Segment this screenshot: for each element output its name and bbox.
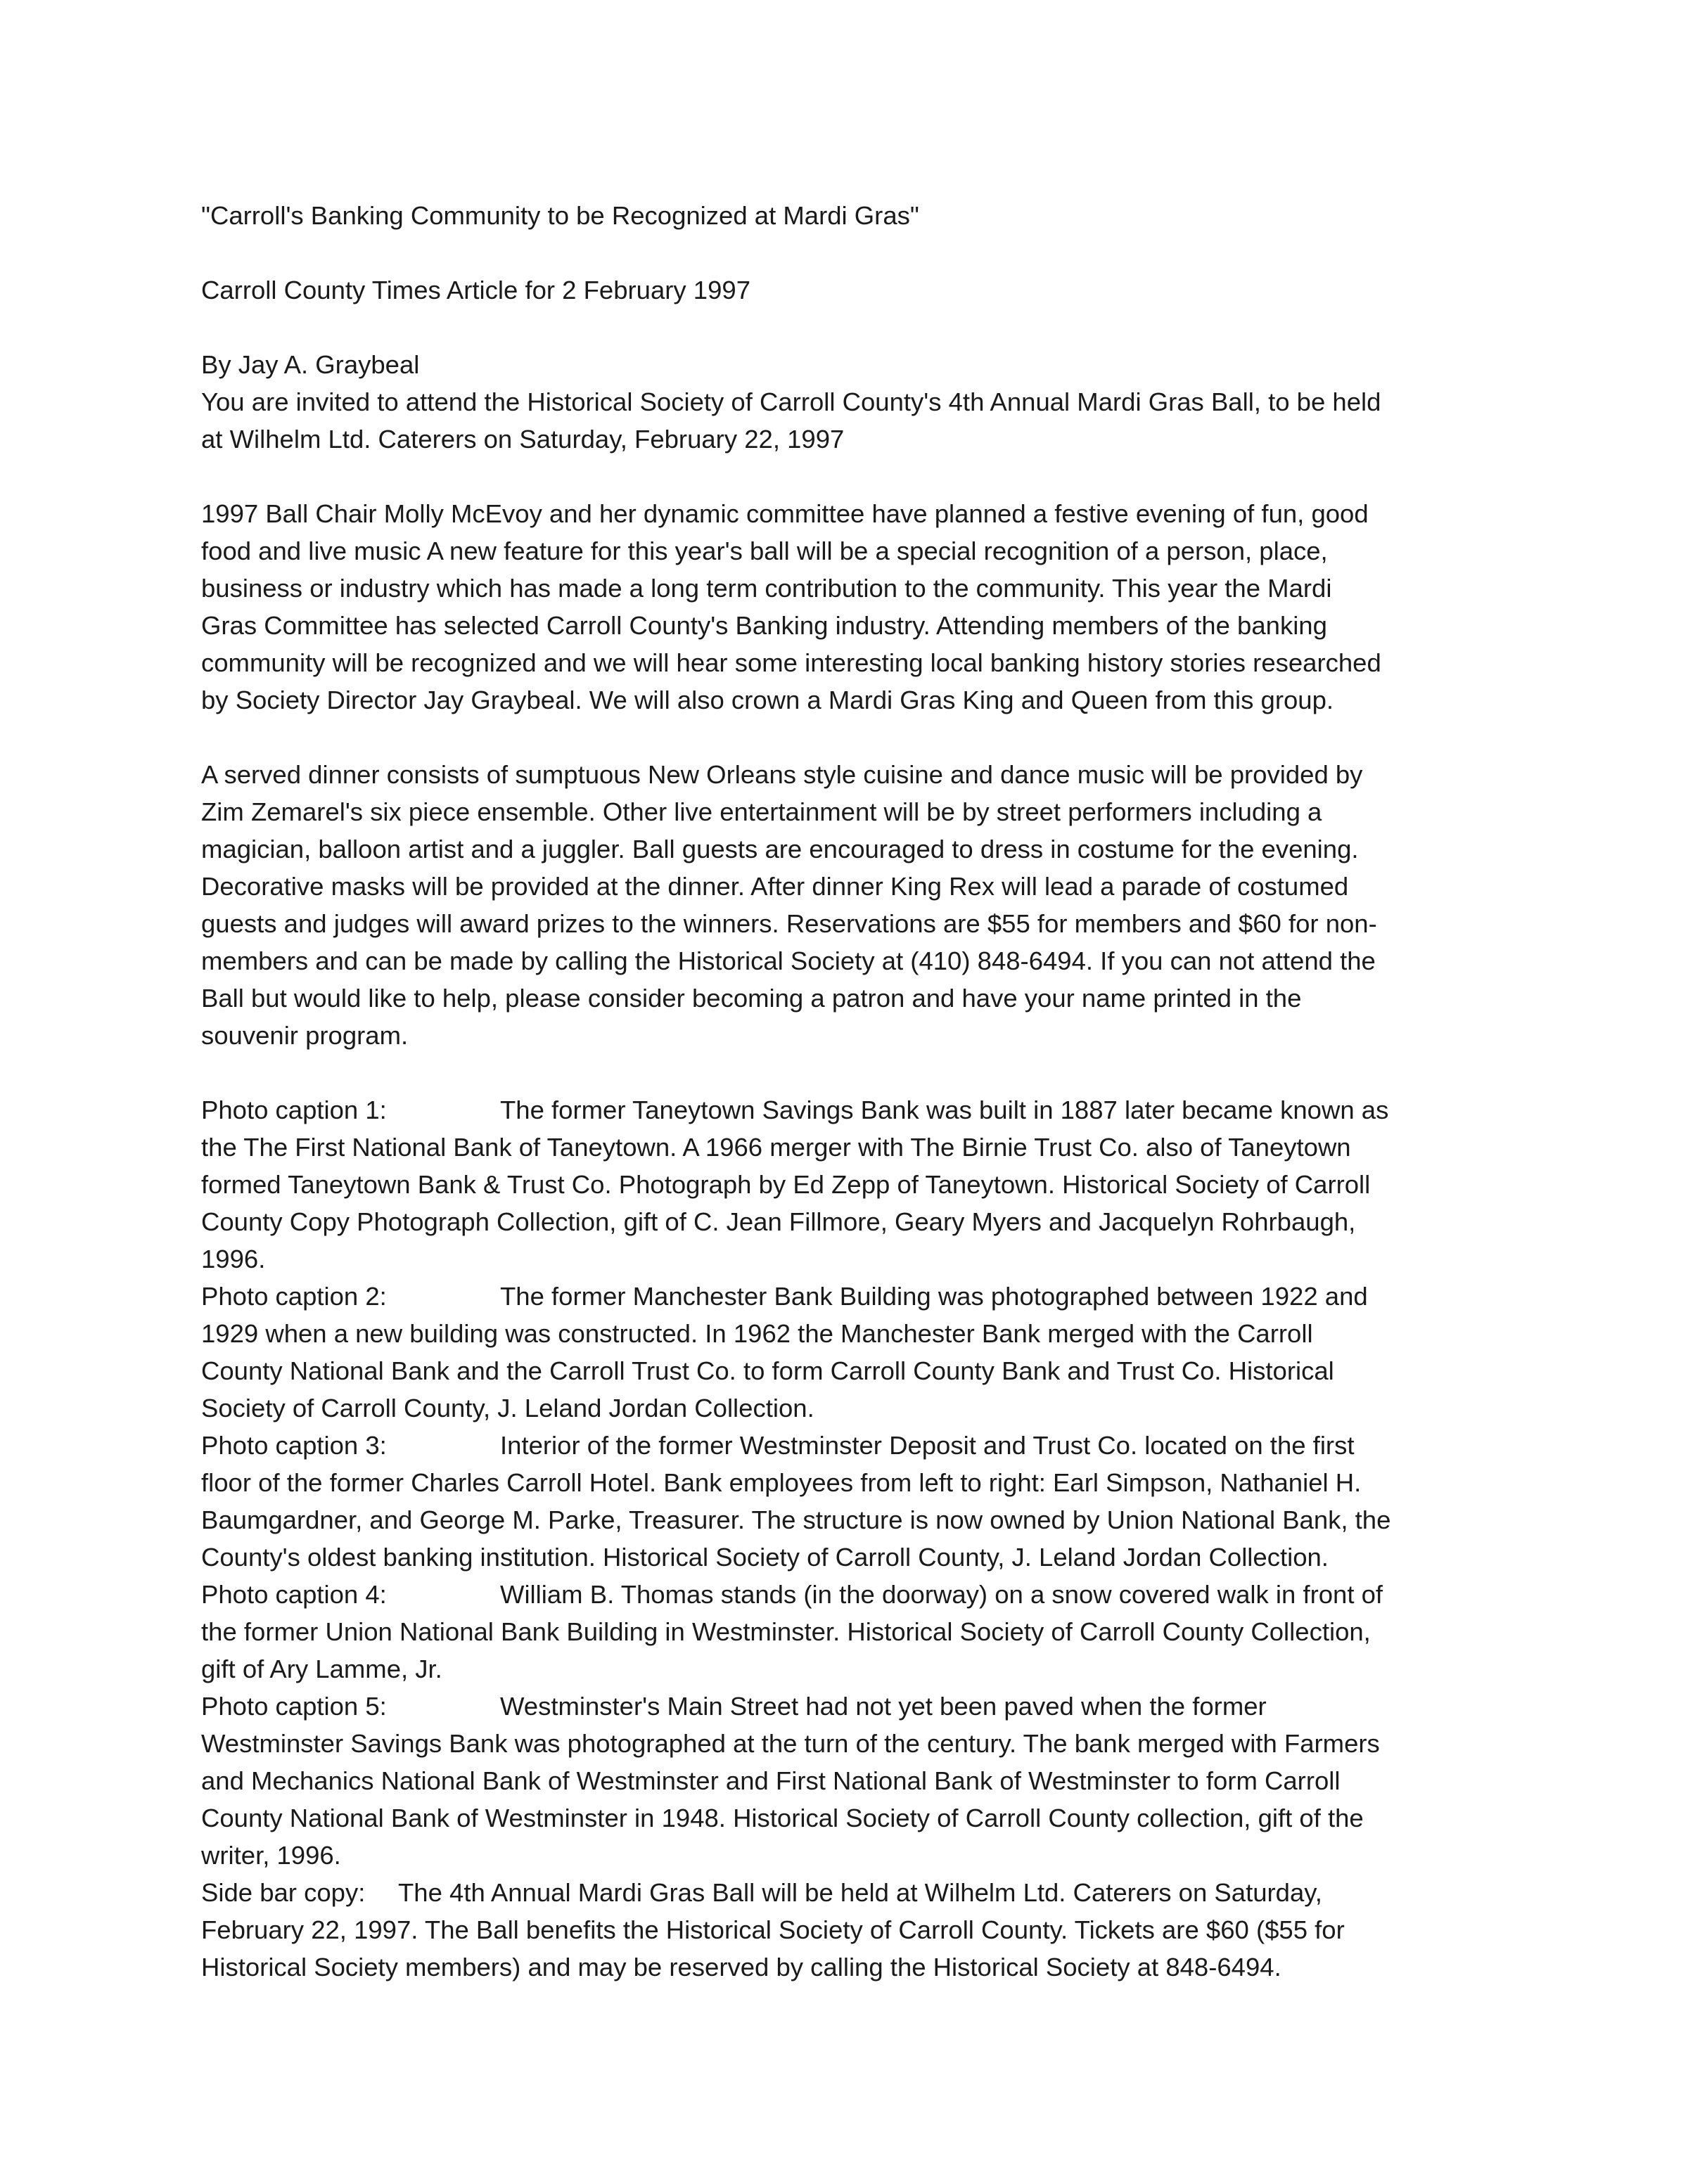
text-line: guests and judges will award prizes to the winners. Reservations are $55 for members and $60 for non- xyxy=(201,909,1377,938)
caption-text: Interior of the former Westminster Deposit and Trust Co. located on the first xyxy=(500,1431,1355,1460)
text-line: County National Bank of Westminster in 1948. Historical Society of Carroll County collection, gift of the xyxy=(201,1804,1364,1832)
caption-text: The former Manchester Bank Building was photographed between 1922 and xyxy=(500,1282,1368,1311)
text-line: writer, 1996. xyxy=(201,1841,341,1870)
photo-caption-1 xyxy=(201,1091,1523,1278)
sidebar-first-line xyxy=(201,1874,1523,1911)
photo-caption-2 xyxy=(201,1278,1523,1427)
caption-label: Photo caption 1: xyxy=(201,1096,387,1124)
text-line: food and live music A new feature for this year's ball will be a special recognition of a person, place, xyxy=(201,537,1328,565)
text-line: community will be recognized and we will hear some interesting local banking history stories researched xyxy=(201,648,1381,677)
text-line: Baumgardner, and George M. Parke, Treasurer. The structure is now owned by Union National Bank, the xyxy=(201,1505,1391,1534)
caption-text: The former Taneytown Savings Bank was built in 1887 later became known as xyxy=(500,1096,1389,1124)
photo-caption-3 xyxy=(201,1427,1523,1576)
spacer xyxy=(201,1054,1523,1091)
text-line: February 22, 1997. The Ball benefits the Historical Society of Carroll County. Tickets are $60 ($55 for xyxy=(201,1915,1345,1944)
text-line: 1929 when a new building was constructed. In 1962 the Manchester Bank merged with the Carroll xyxy=(201,1319,1313,1348)
caption-label: Photo caption 4: xyxy=(201,1580,387,1609)
article-source: Carroll County Times Article for 2 February 1997 xyxy=(201,276,751,304)
spacer xyxy=(201,458,1523,495)
sidebar-label: Side bar copy: xyxy=(201,1878,366,1907)
caption-label: Photo caption 3: xyxy=(201,1431,387,1460)
text-line: County's oldest banking institution. Historical Society of Carroll County, J. Leland Jordan Collection. xyxy=(201,1543,1329,1572)
spacer xyxy=(201,234,1523,271)
caption-label: Photo caption 2: xyxy=(201,1282,387,1311)
text-line: Zim Zemarel's six piece ensemble. Other live entertainment will be by street performers including a xyxy=(201,797,1322,826)
spacer xyxy=(201,309,1523,346)
text-line: and Mechanics National Bank of Westminster and First National Bank of Westminster to form Carroll xyxy=(201,1766,1341,1795)
text-line: Historical Society members) and may be reserved by calling the Historical Society at 848-6494. xyxy=(201,1953,1281,1981)
article-title: "Carroll's Banking Community to be Recognized at Mardi Gras" xyxy=(201,201,919,230)
paragraph-ball-chair xyxy=(201,495,1523,719)
byline: By Jay A. Graybeal xyxy=(201,350,420,379)
text-line: Ball but would like to help, please consider becoming a patron and have your name printed in the xyxy=(201,984,1302,1013)
text-line: at Wilhelm Ltd. Caterers on Saturday, February 22, 1997 xyxy=(201,425,845,454)
spacer xyxy=(201,719,1523,756)
text-line: business or industry which has made a long term contribution to the community. This year the Mardi xyxy=(201,574,1332,603)
text-line: A served dinner consists of sumptuous New Orleans style cuisine and dance music will be provided by xyxy=(201,760,1363,789)
photo-caption-5 xyxy=(201,1688,1523,1874)
text-line: You are invited to attend the Historical Society of Carroll County's 4th Annual Mardi Gras Ball, to be held xyxy=(201,387,1381,416)
text-line: County Copy Photograph Collection, gift of C. Jean Fillmore, Geary Myers and Jacquelyn Rohrbaugh, xyxy=(201,1207,1356,1236)
text-line: gift of Ary Lamme, Jr. xyxy=(201,1655,442,1683)
paragraph-dinner xyxy=(201,756,1523,1054)
text-line: by Society Director Jay Graybeal. We will also crown a Mardi Gras King and Queen from this group. xyxy=(201,686,1334,714)
text-line: the The First National Bank of Taneytown. A 1966 merger with The Birnie Trust Co. also of Taneytown xyxy=(201,1133,1351,1162)
caption-label: Photo caption 5: xyxy=(201,1692,387,1721)
text-line: floor of the former Charles Carroll Hotel. Bank employees from left to right: Earl Simpson, Nathaniel H. xyxy=(201,1468,1362,1497)
text-line: members and can be made by calling the Historical Society at (410) 848-6494. If you can not attend the xyxy=(201,946,1376,975)
text-line: Gras Committee has selected Carroll County's Banking industry. Attending members of the banking xyxy=(201,611,1327,640)
sidebar-copy xyxy=(201,1874,1523,1986)
text-line: Society of Carroll County, J. Leland Jordan Collection. xyxy=(201,1394,814,1422)
caption-first-line xyxy=(201,1427,1523,1464)
caption-text: Westminster's Main Street had not yet been paved when the former xyxy=(500,1692,1267,1721)
text-line: Westminster Savings Bank was photographed at the turn of the century. The bank merged with Farmers xyxy=(201,1729,1380,1758)
text-line: souvenir program. xyxy=(201,1021,409,1050)
caption-first-line xyxy=(201,1091,1523,1129)
intro-paragraph xyxy=(201,383,1523,458)
text-line: Decorative masks will be provided at the dinner. After dinner King Rex will lead a parade of costumed xyxy=(201,872,1349,901)
text-line: County National Bank and the Carroll Trust Co. to form Carroll County Bank and Trust Co. Historical xyxy=(201,1356,1334,1385)
photo-caption-4 xyxy=(201,1576,1523,1688)
text-line: magician, balloon artist and a juggler. Ball guests are encouraged to dress in costume for the evening. xyxy=(201,835,1359,863)
caption-text: William B. Thomas stands (in the doorway) on a snow covered walk in front of xyxy=(500,1580,1383,1609)
text-line: the former Union National Bank Building in Westminster. Historical Society of Carroll County Collection, xyxy=(201,1617,1371,1646)
text-line: 1997 Ball Chair Molly McEvoy and her dynamic committee have planned a festive evening of fun, good xyxy=(201,499,1369,528)
caption-first-line xyxy=(201,1278,1523,1315)
text-line: 1996. xyxy=(201,1245,266,1273)
sidebar-text: The 4th Annual Mardi Gras Ball will be held at Wilhelm Ltd. Caterers on Saturday, xyxy=(398,1878,1322,1907)
text-line: formed Taneytown Bank & Trust Co. Photograph by Ed Zepp of Taneytown. Historical Society of Carroll xyxy=(201,1170,1371,1199)
document-page xyxy=(201,197,1523,1986)
caption-first-line xyxy=(201,1576,1523,1613)
caption-first-line xyxy=(201,1688,1523,1725)
